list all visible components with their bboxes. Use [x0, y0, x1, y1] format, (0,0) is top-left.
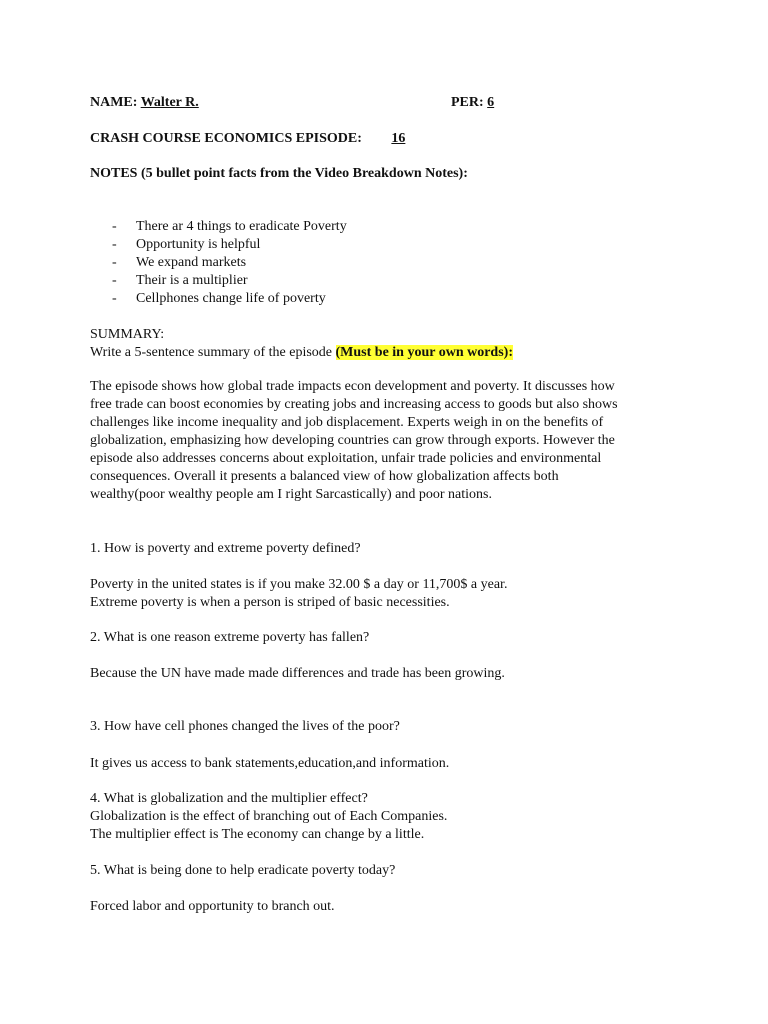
question-1: 1. How is poverty and extreme poverty defined? [90, 541, 361, 556]
summary-line: wealthy(poor wealthy people am I right Sarcastically) and poor nations. [90, 487, 492, 502]
question-3: 3. How have cell phones changed the lives of the poor? [90, 719, 400, 734]
dash-icon: - [112, 237, 117, 252]
notes-bullet-item: - Opportunity is helpful [112, 237, 261, 252]
answer-4-line: Globalization is the effect of branching out of Each Companies. [90, 809, 448, 824]
answer-4-line: The multiplier effect is The economy can change by a little. [90, 827, 425, 842]
name-value: Walter R. [140, 95, 199, 110]
summary-label: SUMMARY: [90, 327, 165, 342]
name-line [90, 94, 199, 112]
summary-line: globalization, emphasizing how developing countries can grow through exports. However the [90, 433, 615, 448]
summary-line: challenges like income inequality and job displacement. Experts weigh in on the benefits of [90, 415, 604, 430]
notes-heading: NOTES (5 bullet point facts from the Video Breakdown Notes): [90, 166, 468, 181]
answer-1-line: Poverty in the united states is if you make 32.00 $ a day or 11,700$ a year. [90, 577, 508, 592]
dash-icon: - [112, 273, 117, 288]
question-4: 4. What is globalization and the multiplier effect? [90, 791, 368, 806]
answer-2-line: Because the UN have made made differences and trade has been growing. [90, 666, 505, 681]
summary-line: The episode shows how global trade impacts econ development and poverty. It discusses how [90, 379, 615, 394]
worksheet-page [90, 0, 690, 1024]
summary-instruction-text: Write a 5-sentence summary of the episode [90, 345, 336, 360]
dash-icon: - [112, 291, 117, 306]
notes-bullet-item: - Their is a multiplier [112, 273, 248, 288]
notes-bullet-item: - Cellphones change life of poverty [112, 291, 326, 306]
period-label: PER: [451, 95, 484, 110]
name-label: NAME: [90, 95, 138, 110]
answer-5-line: Forced labor and opportunity to branch out. [90, 899, 335, 914]
summary-line: episode also addresses concerns about exploitation, unfair trade policies and environmental [90, 451, 602, 466]
period-line [451, 94, 494, 112]
episode-line [90, 130, 431, 148]
notes-bullet-item: - There ar 4 things to eradicate Poverty [112, 219, 347, 234]
answer-3-line: It gives us access to bank statements,education,and information. [90, 756, 450, 771]
summary-line: consequences. Overall it presents a balanced view of how globalization affects both [90, 469, 559, 484]
summary-instruction-highlight: (Must be in your own words): [335, 345, 513, 360]
dash-icon: - [112, 255, 117, 270]
question-2: 2. What is one reason extreme poverty has fallen? [90, 630, 370, 645]
episode-label: CRASH COURSE ECONOMICS EPISODE: [90, 131, 362, 146]
dash-icon: - [112, 219, 117, 234]
summary-instruction [90, 344, 513, 362]
period-value: 6 [487, 95, 495, 110]
summary-line: free trade can boost economies by creating jobs and increasing access to goods but also shows [90, 397, 618, 412]
episode-value: 16 [391, 131, 406, 146]
notes-bullet-item: - We expand markets [112, 255, 247, 270]
answer-1-line: Extreme poverty is when a person is striped of basic necessities. [90, 595, 450, 610]
question-5: 5. What is being done to help eradicate poverty today? [90, 863, 396, 878]
notes-bullet-list [112, 218, 347, 308]
